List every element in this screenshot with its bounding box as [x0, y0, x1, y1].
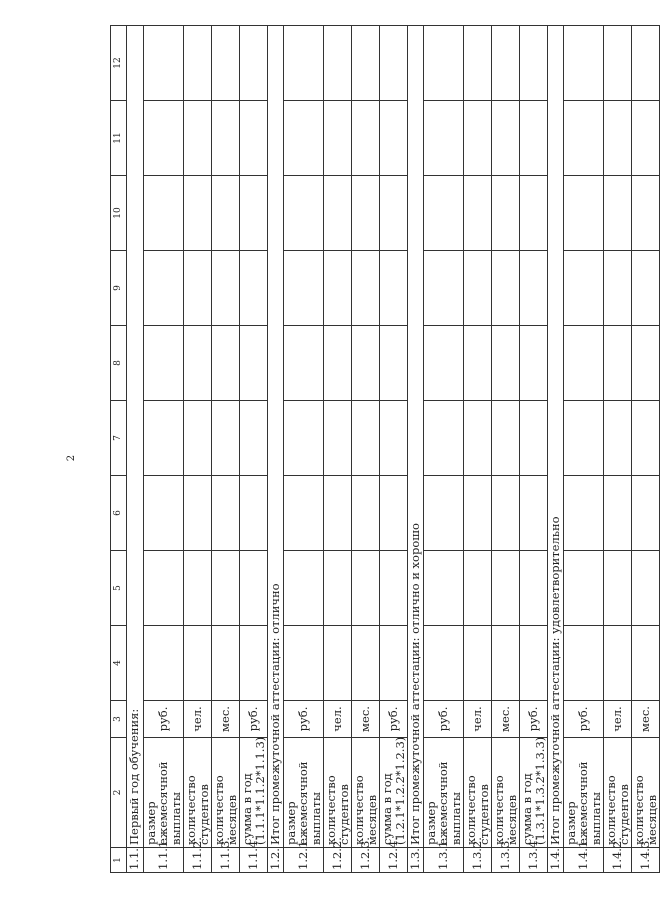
value-cell	[240, 326, 268, 401]
header-cell: 2	[111, 738, 127, 848]
row-unit: руб.	[143, 701, 184, 738]
row-label: размер ежемесячной выплаты	[563, 738, 604, 848]
value-cell	[632, 401, 660, 476]
value-cell	[380, 551, 408, 626]
value-cell	[632, 26, 660, 101]
row-number: 1.2.1.	[283, 848, 324, 873]
value-cell	[184, 401, 212, 476]
value-cell	[212, 26, 240, 101]
value-cell	[492, 551, 520, 626]
section-row	[126, 26, 143, 873]
value-cell	[604, 251, 632, 326]
value-cell	[632, 326, 660, 401]
table-row	[632, 26, 660, 873]
value-cell	[380, 26, 408, 101]
row-number: 1.3.3.	[492, 848, 520, 873]
row-number: 1.2.4.	[380, 848, 408, 873]
value-cell	[464, 626, 492, 701]
value-cell	[380, 251, 408, 326]
table-row	[283, 26, 324, 873]
value-cell	[143, 551, 184, 626]
header-cell: 11	[111, 101, 127, 176]
table-row	[240, 26, 268, 873]
value-cell	[464, 101, 492, 176]
row-number: 1.2.3.	[352, 848, 380, 873]
table-row	[352, 26, 380, 873]
value-cell	[380, 176, 408, 251]
row-number: 1.4.2.	[604, 848, 632, 873]
value-cell	[324, 551, 352, 626]
row-number: 1.1.1.	[143, 848, 184, 873]
value-cell	[240, 101, 268, 176]
value-cell	[143, 26, 184, 101]
value-cell	[283, 326, 324, 401]
row-number: 1.3.1.	[423, 848, 464, 873]
value-cell	[423, 26, 464, 101]
value-cell	[143, 326, 184, 401]
row-unit: чел.	[604, 701, 632, 738]
row-unit: чел.	[324, 701, 352, 738]
header-cell: 3	[111, 701, 127, 738]
value-cell	[464, 551, 492, 626]
value-cell	[212, 101, 240, 176]
value-cell	[492, 626, 520, 701]
row-number: 1.1.2.	[184, 848, 212, 873]
section-row	[548, 26, 564, 873]
value-cell	[604, 326, 632, 401]
value-cell	[212, 326, 240, 401]
value-cell	[520, 326, 548, 401]
value-cell	[352, 26, 380, 101]
row-unit: мес.	[212, 701, 240, 738]
value-cell	[143, 176, 184, 251]
value-cell	[212, 476, 240, 551]
row-number: 1.3.2.	[464, 848, 492, 873]
row-unit: чел.	[184, 701, 212, 738]
value-cell	[352, 551, 380, 626]
value-cell	[563, 101, 604, 176]
value-cell	[464, 26, 492, 101]
header-cell: 9	[111, 251, 127, 326]
value-cell	[520, 26, 548, 101]
value-cell	[520, 176, 548, 251]
value-cell	[563, 401, 604, 476]
value-cell	[563, 551, 604, 626]
value-cell	[283, 26, 324, 101]
value-cell	[240, 476, 268, 551]
header-cell: 10	[111, 176, 127, 251]
row-unit: мес.	[492, 701, 520, 738]
header-cell: 12	[111, 26, 127, 101]
value-cell	[324, 176, 352, 251]
value-cell	[352, 476, 380, 551]
row-number: 1.1.4.	[240, 848, 268, 873]
value-cell	[283, 251, 324, 326]
row-unit: руб.	[240, 701, 268, 738]
value-cell	[423, 176, 464, 251]
header-cell: 7	[111, 401, 127, 476]
value-cell	[380, 626, 408, 701]
row-label: количество студентов	[184, 738, 212, 848]
row-unit: мес.	[632, 701, 660, 738]
value-cell	[324, 401, 352, 476]
value-cell	[632, 101, 660, 176]
value-cell	[324, 251, 352, 326]
header-cell: 5	[111, 551, 127, 626]
value-cell	[184, 476, 212, 551]
value-cell	[143, 401, 184, 476]
table-row	[143, 26, 184, 873]
value-cell	[324, 326, 352, 401]
table-row	[380, 26, 408, 873]
value-cell	[352, 401, 380, 476]
value-cell	[604, 626, 632, 701]
value-cell	[492, 26, 520, 101]
row-unit: руб.	[380, 701, 408, 738]
value-cell	[240, 626, 268, 701]
value-cell	[212, 626, 240, 701]
value-cell	[352, 326, 380, 401]
page-number: 2	[66, 454, 77, 462]
value-cell	[212, 251, 240, 326]
row-number: 1.3.4.	[520, 848, 548, 873]
row-label: количество месяцев	[492, 738, 520, 848]
value-cell	[423, 326, 464, 401]
value-cell	[184, 551, 212, 626]
value-cell	[352, 101, 380, 176]
budget-table	[110, 25, 660, 873]
value-cell	[464, 476, 492, 551]
row-unit: руб.	[423, 701, 464, 738]
row-unit: чел.	[464, 701, 492, 738]
value-cell	[212, 401, 240, 476]
table-row	[324, 26, 352, 873]
value-cell	[563, 476, 604, 551]
value-cell	[184, 101, 212, 176]
value-cell	[143, 101, 184, 176]
section-label: Первый год обучения:	[126, 26, 143, 848]
value-cell	[492, 101, 520, 176]
value-cell	[423, 476, 464, 551]
value-cell	[240, 401, 268, 476]
value-cell	[184, 626, 212, 701]
table-row	[423, 26, 464, 873]
value-cell	[464, 176, 492, 251]
row-number: 1.1.	[126, 848, 143, 873]
table-row	[184, 26, 212, 873]
row-label: размер ежемесячной выплаты	[143, 738, 184, 848]
value-cell	[423, 251, 464, 326]
value-cell	[604, 551, 632, 626]
value-cell	[283, 401, 324, 476]
value-cell	[632, 476, 660, 551]
value-cell	[283, 176, 324, 251]
table-row	[604, 26, 632, 873]
header-cell: 8	[111, 326, 127, 401]
value-cell	[423, 101, 464, 176]
value-cell	[464, 251, 492, 326]
value-cell	[283, 101, 324, 176]
row-label: количество месяцев	[632, 738, 660, 848]
row-label: количество месяцев	[352, 738, 380, 848]
rotated-page-content	[110, 26, 659, 873]
value-cell	[240, 176, 268, 251]
value-cell	[492, 176, 520, 251]
value-cell	[464, 326, 492, 401]
value-cell	[520, 101, 548, 176]
header-cell: 4	[111, 626, 127, 701]
row-number: 1.4.	[548, 848, 564, 873]
value-cell	[604, 401, 632, 476]
value-cell	[380, 401, 408, 476]
value-cell	[563, 326, 604, 401]
value-cell	[324, 101, 352, 176]
value-cell	[604, 176, 632, 251]
value-cell	[492, 326, 520, 401]
value-cell	[423, 551, 464, 626]
row-label: размер ежемесячной выплаты	[283, 738, 324, 848]
value-cell	[632, 176, 660, 251]
value-cell	[563, 26, 604, 101]
value-cell	[423, 626, 464, 701]
value-cell	[283, 476, 324, 551]
row-label: сумма в год (1.2.1*1.2.2*1.2.3)	[380, 738, 408, 848]
value-cell	[520, 401, 548, 476]
table-row	[492, 26, 520, 873]
value-cell	[143, 626, 184, 701]
row-unit: руб.	[520, 701, 548, 738]
value-cell	[520, 251, 548, 326]
value-cell	[492, 401, 520, 476]
value-cell	[240, 251, 268, 326]
value-cell	[563, 626, 604, 701]
value-cell	[184, 26, 212, 101]
value-cell	[563, 251, 604, 326]
value-cell	[632, 251, 660, 326]
value-cell	[283, 626, 324, 701]
table-row	[520, 26, 548, 873]
section-label: Итог промежуточной аттестации: отлично и хорошо	[408, 26, 424, 848]
value-cell	[324, 626, 352, 701]
value-cell	[380, 476, 408, 551]
row-unit: мес.	[352, 701, 380, 738]
value-cell	[604, 26, 632, 101]
row-number: 1.2.2.	[324, 848, 352, 873]
value-cell	[492, 251, 520, 326]
row-label: количество месяцев	[212, 738, 240, 848]
value-cell	[352, 626, 380, 701]
value-cell	[520, 551, 548, 626]
row-unit: руб.	[563, 701, 604, 738]
row-number: 1.1.3.	[212, 848, 240, 873]
section-label: Итог промежуточной аттестации: отлично	[268, 26, 284, 848]
row-label: количество студентов	[324, 738, 352, 848]
value-cell	[632, 626, 660, 701]
row-label: размер ежемесячной выплаты	[423, 738, 464, 848]
value-cell	[380, 101, 408, 176]
header-cell: 1	[111, 848, 127, 873]
value-cell	[352, 251, 380, 326]
value-cell	[212, 176, 240, 251]
row-label: количество студентов	[604, 738, 632, 848]
value-cell	[492, 476, 520, 551]
value-cell	[324, 476, 352, 551]
value-cell	[352, 176, 380, 251]
value-cell	[184, 326, 212, 401]
value-cell	[184, 176, 212, 251]
value-cell	[240, 26, 268, 101]
row-number: 1.3.	[408, 848, 424, 873]
value-cell	[324, 26, 352, 101]
section-row	[268, 26, 284, 873]
row-label: сумма в год (1.3.1*1.3.2*1.3.3)	[520, 738, 548, 848]
value-cell	[184, 251, 212, 326]
value-cell	[212, 551, 240, 626]
value-cell	[632, 551, 660, 626]
table-row	[212, 26, 240, 873]
value-cell	[423, 401, 464, 476]
row-label: сумма в год (1.1.1*1.1.2*1.1.3)	[240, 738, 268, 848]
header-row	[111, 26, 127, 873]
value-cell	[240, 551, 268, 626]
table-row	[464, 26, 492, 873]
value-cell	[563, 176, 604, 251]
header-cell: 6	[111, 476, 127, 551]
value-cell	[380, 326, 408, 401]
row-number: 1.4.1.	[563, 848, 604, 873]
value-cell	[604, 101, 632, 176]
value-cell	[143, 251, 184, 326]
table-row	[563, 26, 604, 873]
section-label: Итог промежуточной аттестации: удовлетворительно	[548, 26, 564, 848]
value-cell	[604, 476, 632, 551]
value-cell	[464, 401, 492, 476]
row-number: 1.4.3.	[632, 848, 660, 873]
row-number: 1.2.	[268, 848, 284, 873]
value-cell	[520, 476, 548, 551]
section-row	[408, 26, 424, 873]
value-cell	[143, 476, 184, 551]
row-unit: руб.	[283, 701, 324, 738]
value-cell	[283, 551, 324, 626]
value-cell	[520, 626, 548, 701]
row-label: количество студентов	[464, 738, 492, 848]
